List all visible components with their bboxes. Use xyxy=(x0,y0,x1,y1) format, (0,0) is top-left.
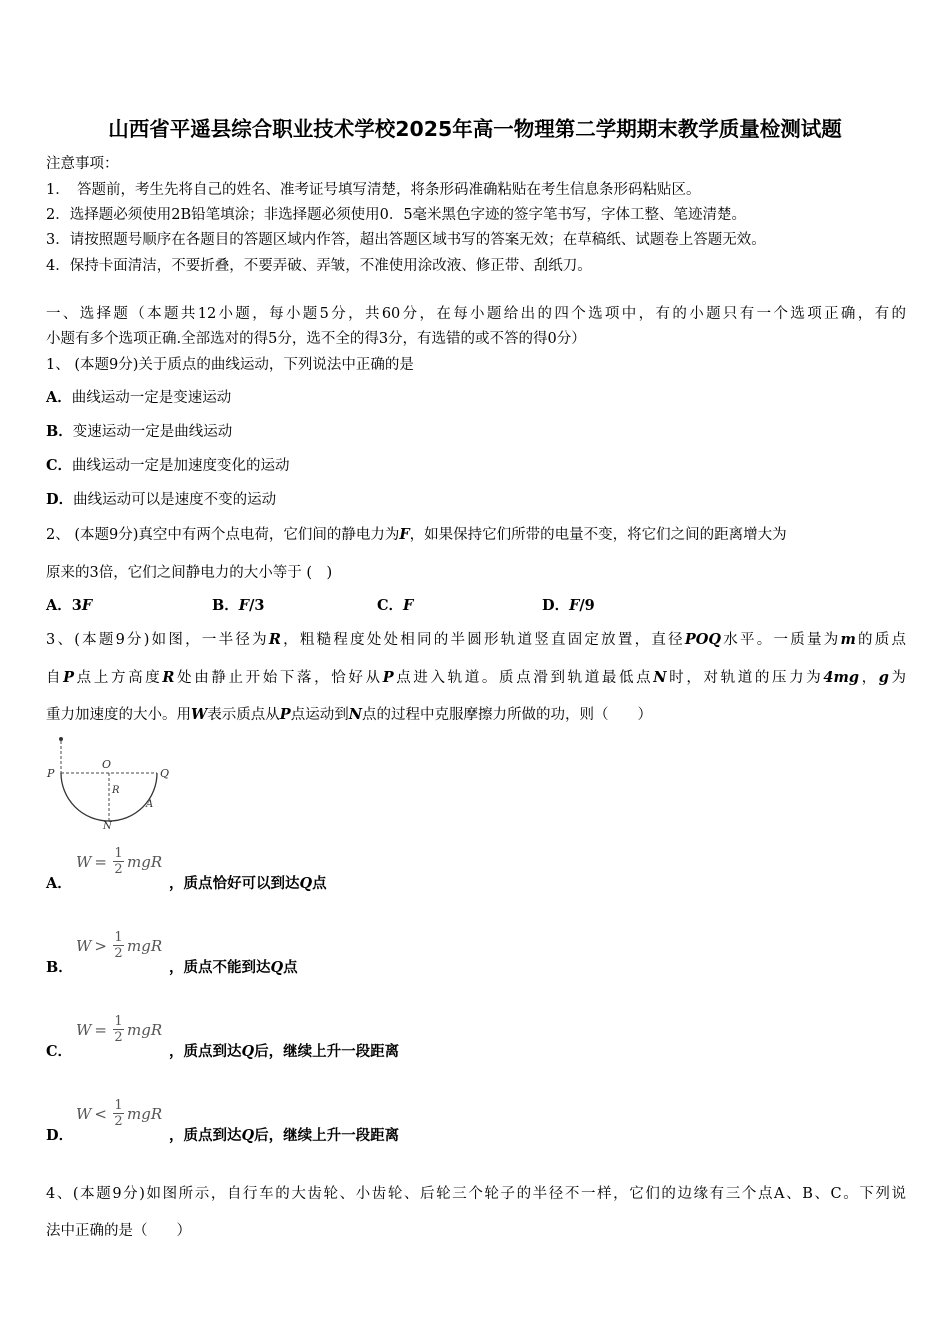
notice-item: 2．选择题必须使用2B铅笔填涂；非选择题必须使用0．5毫米黑色字迹的签字笔书写，字体工整、笔迹清楚。 xyxy=(46,207,747,223)
q3-stem-line3: 重力加速度的大小。用W表示质点从P点运动到N点的过程中克服摩擦力所做的功，则（ ） xyxy=(46,706,652,723)
q1-option-a: A．曲线运动一定是变速运动 xyxy=(46,389,232,406)
q4-stem-line2: 法中正确的是（ ） xyxy=(46,1223,191,1239)
notice-item: 3．请按照题号顺序在各题目的答题区域内作答，超出答题区域书写的答案无效；在草稿纸、试题卷上答题无效。 xyxy=(46,232,766,248)
q4-stem-line1: 4、(本题9分)如图所示，自行车的大齿轮、小齿轮、后轮三个轮子的半径不一样，它们的边缘有三个点A、B、C。下列说 xyxy=(46,1186,906,1202)
q3-option-d-formula: W < $\frac{1}{2}$ mgR xyxy=(76,1098,163,1129)
q2-stem: 2、 (本题9分)真空中有两个点电荷，它们间的静电力为F，如果保持它们所带的电量不变，将它们之间的距离增大为 xyxy=(46,526,787,543)
page-title: 山西省平遥县综合职业技术学校2025年高一物理第二学期期末教学质量检测试题 xyxy=(108,117,842,141)
label-a: A xyxy=(146,799,154,810)
q3-option-b-formula: W > $\frac{1}{2}$ mgR xyxy=(76,930,163,961)
q3-option-a-label: A． xyxy=(46,875,72,892)
ball-point xyxy=(59,737,63,741)
section-intro-line: 一、选择题（本题共12小题，每小题5分，共60分，在每小题给出的四个选项中，有的小题只有一个选项正确，有的 xyxy=(46,306,906,322)
q2-stem-line2: 原来的3倍，它们之间静电力的大小等于 ( ) xyxy=(46,565,333,581)
q3-option-a-formula: W = $\frac{1}{2}$ mgR xyxy=(76,846,163,877)
label-r: R xyxy=(112,785,120,796)
q2-option-b: B．F/3 xyxy=(212,597,265,614)
q3-option-d-label: D． xyxy=(46,1127,74,1144)
q3-option-c-formula: W = $\frac{1}{2}$ mgR xyxy=(76,1014,163,1045)
label-q: Q xyxy=(160,767,170,780)
q1-option-d: D．曲线运动可以是速度不变的运动 xyxy=(46,491,277,508)
q2-option-a: A．3F xyxy=(46,597,93,614)
q3-option-a-text: ，质点恰好可以到达Q点 xyxy=(169,875,327,892)
q3-option-d-text: ，质点到达Q后，继续上升一段距离 xyxy=(169,1127,400,1144)
q3-semicircle-figure xyxy=(44,733,174,831)
notice-item: 4．保持卡面清洁，不要折叠，不要弄破、弄皱，不准使用涂改液、修正带、刮纸刀。 xyxy=(46,258,592,274)
q3-stem-line2: 自P点上方高度R处由静止开始下落，恰好从P点进入轨道。质点滑到轨道最低点N时，对轨道的压力为4mg，g为 xyxy=(46,669,907,686)
notice-item: 1． 答题前，考生先将自己的姓名、准考证号填写清楚，将条形码准确粘贴在考生信息条形码粘贴区。 xyxy=(46,182,701,198)
notice-heading: 注意事项： xyxy=(46,156,119,172)
section-intro-line: 小题有多个选项正确.全部选对的得5分，选不全的得3分，有选错的或不答的得0分） xyxy=(46,331,586,347)
q3-option-b-text: ，质点不能到达Q点 xyxy=(169,959,298,976)
q1-stem: 1、 (本题9分)关于质点的曲线运动，下列说法中正确的是 xyxy=(46,357,414,373)
q3-option-c-text: ，质点到达Q后，继续上升一段距离 xyxy=(169,1043,400,1060)
label-o: O xyxy=(102,758,112,771)
q3-stem-line1: 3、(本题9分)如图，一半径为R，粗糙程度处处相同的半圆形轨道竖直固定放置，直径POQ水平。一质量为m的质点 xyxy=(46,631,907,648)
q2-option-c: C．F xyxy=(377,597,414,614)
label-n: N xyxy=(103,821,112,831)
label-p: P xyxy=(47,767,55,780)
q1-option-b: B．变速运动一定是曲线运动 xyxy=(46,423,233,440)
q3-option-b-label: B． xyxy=(46,959,73,976)
q1-option-c: C．曲线运动一定是加速度变化的运动 xyxy=(46,457,290,474)
q3-option-c-label: C． xyxy=(46,1043,73,1060)
q2-option-d: D．F/9 xyxy=(542,597,595,614)
